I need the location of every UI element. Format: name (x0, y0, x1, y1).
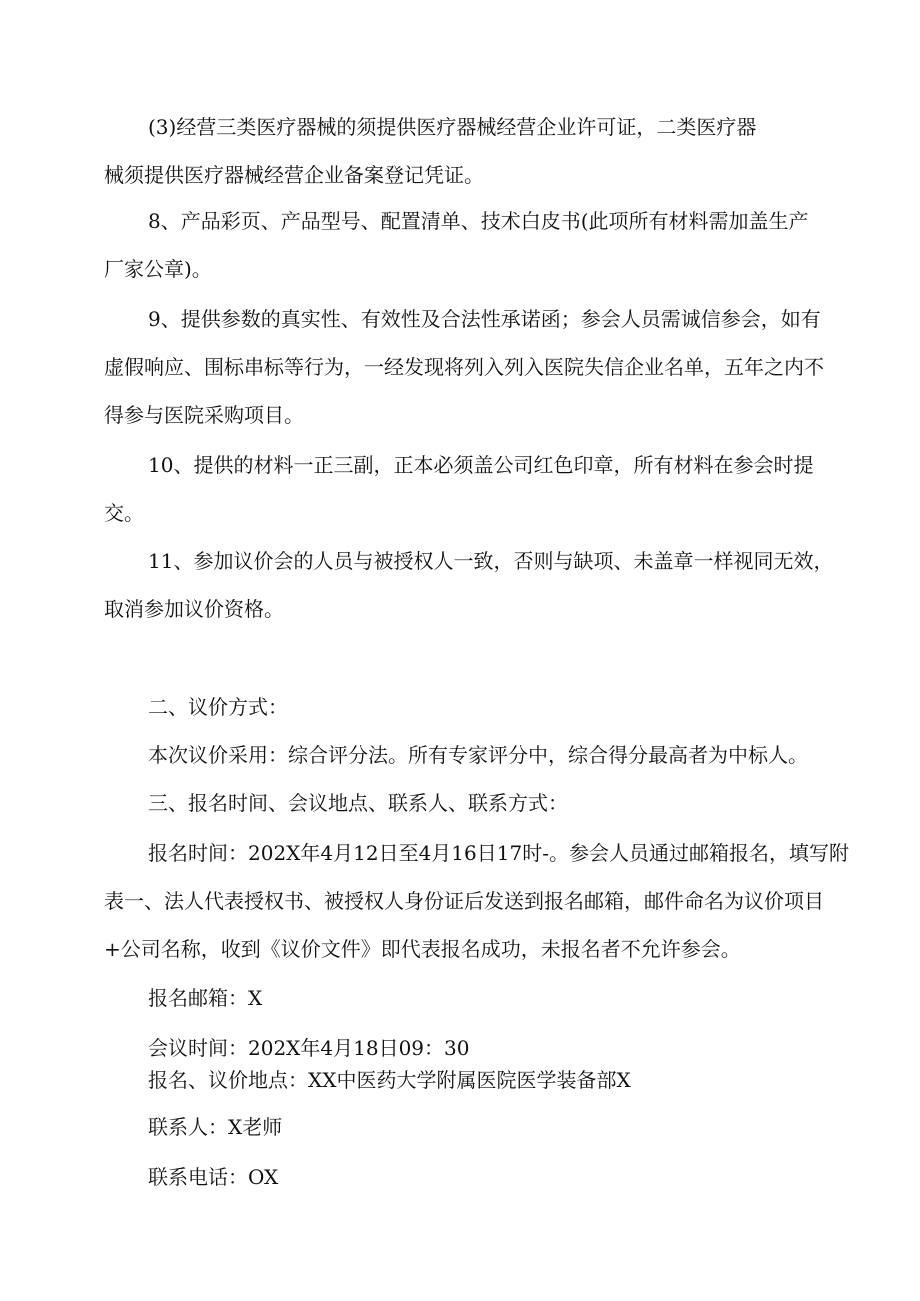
paragraph-line: +公司名称，收到《议价文件》即代表报名成功，未报名者不允许参会。 (104, 937, 741, 961)
paragraph-item-11 (104, 537, 834, 633)
contact-phone: 联系电话：OX (148, 1165, 279, 1189)
meeting-location: 报名、议价地点：XX中医药大学附属医院医学装备部X (148, 1068, 631, 1092)
paragraph-line: 交。 (104, 501, 144, 525)
paragraph-line: 报名时间：202X年4月12日至4月16日17时-。参会人员通过邮箱报名，填写附 (148, 841, 849, 865)
paragraph-item-3 (104, 103, 820, 199)
section-2-heading: 二、议价方式： (148, 695, 288, 719)
paragraph-line: 8、产品彩页、产品型号、配置清单、技术白皮书(此项所有材料需加盖生产 (148, 209, 809, 233)
section-3-heading: 三、报名时间、会议地点、联系人、联系方式： (148, 791, 568, 815)
paragraph-item-8 (104, 197, 820, 293)
paragraph-line: 虚假响应、围标串标等行为，一经发现将列入列入医院失信企业名单，五年之内不 (104, 355, 824, 379)
registration-email: 报名邮箱：X (148, 986, 263, 1010)
paragraph-line: 械须提供医疗器械经营企业备案登记凭证。 (104, 163, 484, 187)
registration-paragraph (104, 829, 849, 973)
section-2-body: 本次议价采用：综合评分法。所有专家评分中，综合得分最高者为中标人。 (148, 743, 808, 767)
paragraph-item-9 (104, 295, 824, 439)
contact-person: 联系人：X老师 (148, 1115, 283, 1139)
paragraph-line: 表一、法人代表授权书、被授权人身份证后发送到报名邮箱，邮件命名为议价项目 (104, 889, 824, 913)
meeting-time: 会议时间：202X年4月18日09：30 (148, 1036, 470, 1060)
paragraph-line: 10、提供的材料一正三副，正本必须盖公司红色印章，所有材料在参会时提 (148, 453, 814, 477)
paragraph-line: 得参与医院采购项目。 (104, 403, 304, 427)
paragraph-line: (3)经营三类医疗器械的须提供医疗器械经营企业许可证，二类医疗器 (148, 115, 757, 139)
paragraph-line: 厂家公章)。 (104, 257, 212, 281)
paragraph-line: 取消参加议价资格。 (104, 597, 284, 621)
paragraph-item-10 (104, 441, 820, 537)
paragraph-line: 9、提供参数的真实性、有效性及合法性承诺函；参会人员需诚信参会，如有 (148, 307, 821, 331)
paragraph-line: 11、参加议价会的人员与被授权人一致，否则与缺项、未盖章一样视同无效， (148, 549, 834, 573)
